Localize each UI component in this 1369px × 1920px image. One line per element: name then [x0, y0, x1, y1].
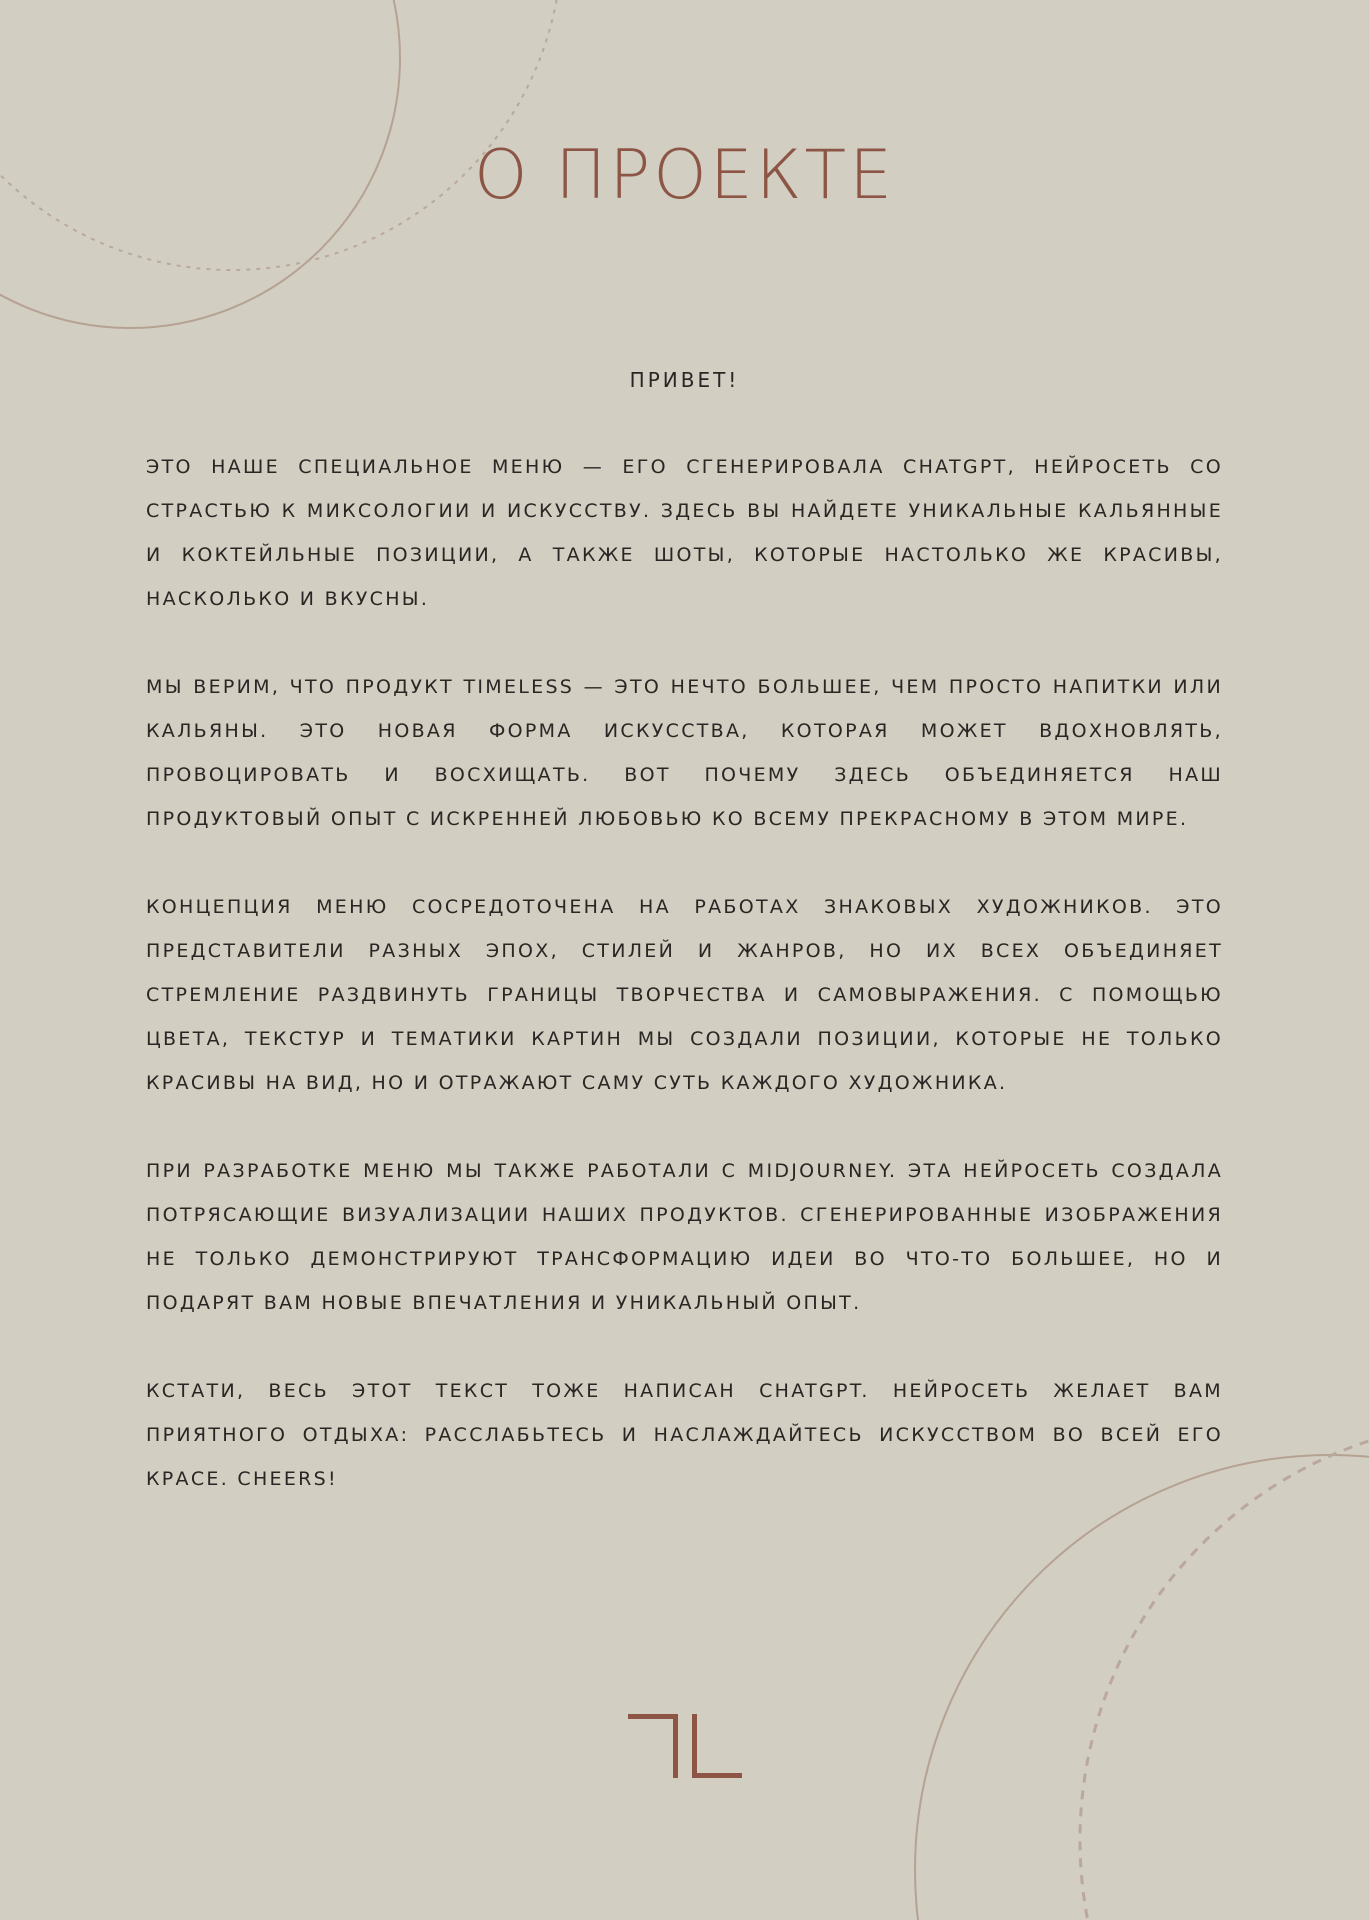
- paragraph-concept: КОНЦЕПЦИЯ МЕНЮ СОСРЕДОТОЧЕНА НА РАБОТАХ ЗНАКОВЫХ ХУДОЖНИКОВ. ЭТО ПРЕДСТАВИТЕЛИ РАЗНЫХ ЭПОХ, СТИЛЕЙ И ЖАНРОВ, НО ИХ ВСЕХ ОБЪЕДИНЯЕТ СТРЕМЛЕНИЕ РАЗДВИНУТЬ ГРАНИЦЫ ТВОРЧЕСТВА И САМОВЫРАЖЕНИЯ. С ПОМОЩЬЮ ЦВЕТА, ТЕКСТУР И ТЕМАТИКИ КАРТИН МЫ СОЗДАЛИ ПОЗИЦИИ, КОТОРЫЕ НЕ ТОЛЬКО КРАСИВЫ НА ВИД, НО И ОТРАЖАЮТ САМУ СУТЬ КАЖДОГО ХУДОЖНИКА.: [146, 896, 1223, 1094]
- paragraph-intro: ЭТО НАШЕ СПЕЦИАЛЬНОЕ МЕНЮ — ЕГО СГЕНЕРИРОВАЛА CHATGPT, НЕЙРОСЕТЬ СО СТРАСТЬЮ К МИКСОЛОГИИ И ИСКУССТВУ. ЗДЕСЬ ВЫ НАЙДЕТЕ УНИКАЛЬНЫЕ КАЛЬЯННЫЕ И КОКТЕЙЛЬНЫЕ ПОЗИЦИИ, А ТАКЖЕ ШОТЫ, КОТОРЫЕ НАСТОЛЬКО ЖЕ КРАСИВЫ, НАСКОЛЬКО И ВКУСНЫ.: [146, 456, 1223, 610]
- greeting: ПРИВЕТ!: [629, 368, 740, 392]
- paragraph-closing: КСТАТИ, ВЕСЬ ЭТОТ ТЕКСТ ТОЖЕ НАПИСАН CHATGPT. НЕЙРОСЕТЬ ЖЕЛАЕТ ВАМ ПРИЯТНОГО ОТДЫХА: РАССЛАБЬТЕСЬ И НАСЛАЖДАЙТЕСЬ ИСКУССТВОМ ВО ВСЕЙ ЕГО КРАСЕ. CHEERS!: [146, 1380, 1223, 1490]
- paragraph-midjourney: ПРИ РАЗРАБОТКЕ МЕНЮ МЫ ТАКЖЕ РАБОТАЛИ С MIDJOURNEY. ЭТА НЕЙРОСЕТЬ СОЗДАЛА ПОТРЯСАЮЩИЕ ВИЗУАЛИЗАЦИИ НАШИХ ПРОДУКТОВ. СГЕНЕРИРОВАННЫЕ ИЗОБРАЖЕНИЯ НЕ ТОЛЬКО ДЕМОНСТРИРУЮТ ТРАНСФОРМАЦИЮ ИДЕИ ВО ЧТО-ТО БОЛЬШЕЕ, НО И ПОДАРЯТ ВАМ НОВЫЕ ВПЕЧАТЛЕНИЯ И УНИКАЛЬНЫЙ ОПЫТ.: [146, 1160, 1223, 1314]
- body-text: [146, 445, 1223, 1545]
- page-title: О ПРОЕКТЕ: [473, 136, 896, 215]
- timeless-logo-icon: [628, 1714, 742, 1780]
- paragraph-timeless: МЫ ВЕРИМ, ЧТО ПРОДУКТ TIMELESS — ЭТО НЕЧТО БОЛЬШЕЕ, ЧЕМ ПРОСТО НАПИТКИ ИЛИ КАЛЬЯНЫ. ЭТО НОВАЯ ФОРМА ИСКУССТВА, КОТОРАЯ МОЖЕТ ВДОХНОВЛЯТЬ, ПРОВОЦИРОВАТЬ И ВОСХИЩАТЬ. ВОТ ПОЧЕМУ ЗДЕСЬ ОБЪЕДИНЯЕТСЯ НАШ ПРОДУКТОВЫЙ ОПЫТ С ИСКРЕННЕЙ ЛЮБОВЬЮ КО ВСЕМУ ПРЕКРАСНОМУ В ЭТОМ МИРЕ.: [146, 676, 1223, 830]
